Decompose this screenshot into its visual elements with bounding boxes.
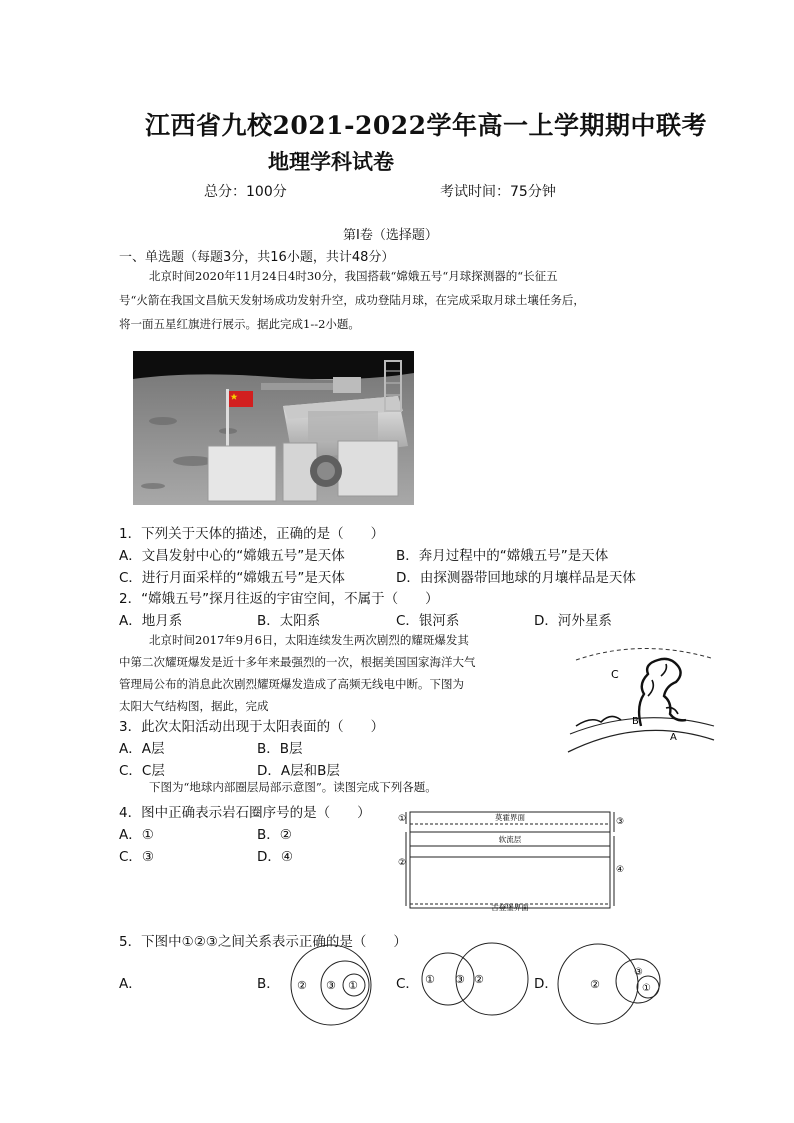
q5-option-a[interactable]: A． [119,976,142,992]
q5-option-d[interactable]: D． [534,976,558,992]
q3-stem: 3．此次太阳活动出现于太阳表面的（ ） [119,719,385,735]
q3-option-d[interactable]: D．A层和B层 [257,763,340,779]
sun-label-c: C [611,668,619,681]
venn-d-label-1: ① [642,983,651,994]
moho-label: 莫霍界面 [495,813,525,822]
gutenberg-label: 古登堡界面 [491,903,529,912]
q4-option-d[interactable]: D．④ [257,849,293,865]
sun-label-b: B [632,716,639,727]
part-title: 第Ⅰ卷（选择题） [343,228,438,243]
q1-option-a[interactable]: A．文昌发射中心的“嫦娥五号”是天体 [119,548,345,564]
layer-number-1: ① [398,814,407,824]
passage2-line2: 中第二次耀斑爆发是近十多年来最强烈的一次，根据美国国家海洋大气 [119,655,476,669]
q3-option-b[interactable]: B．B层 [257,741,303,757]
exam-subject: 地理学科试卷 [268,149,394,174]
q2-option-c[interactable]: C．银河系 [396,613,460,629]
passage1-line2: 号“火箭在我国文昌航天发射场成功发射升空，成功登陆月球，在完成采取月球土壤任务后， [119,293,585,307]
q4-intro: 下图为“地球内部圈层局部示意图”。读图完成下列各题。 [149,780,437,794]
sun-label-a: A [670,732,677,743]
venn-d-label-2: ② [590,978,600,991]
venn-c-label-3: ③ [455,973,465,986]
passage2-line4: 太阳大气结构图，据此，完成 [119,699,269,713]
asthenosphere-label: 软流层 [498,835,522,844]
q4-option-b[interactable]: B．② [257,827,292,843]
passage1-line3: 将一面五星红旗进行展示。据此完成1--2小题。 [119,317,360,331]
venn-b-label-2: ② [297,979,307,992]
venn-diagram-b [285,944,377,1026]
venn-b-label-1: ① [348,979,358,992]
lunar-rover-photo [133,351,414,505]
q3-option-a[interactable]: A．A层 [119,741,165,757]
q4-option-c[interactable]: C．③ [119,849,155,865]
layer-number-4: ④ [616,865,625,875]
q1-option-b[interactable]: B．奔月过程中的“嫦娥五号”是天体 [396,548,609,564]
q2-option-a[interactable]: A．地月系 [119,613,183,629]
q2-stem: 2．“嫦娥五号”探月往返的宇宙空间，不属于（ ） [119,591,439,607]
venn-d-label-3: ③ [634,967,643,978]
sun-atmosphere-figure [566,636,716,764]
passage1-line1: 北京时间2020年11月24日4时30分，我国搭载“嫦娥五号“月球探测器的“长征五 [149,269,558,283]
q5-option-b[interactable]: B． [257,976,280,992]
exam-title: 江西省九校2021-2022学年高一上学期期中联考 [145,111,708,140]
passage2-line1: 北京时间2017年9月6日，太阳连续发生两次剧烈的耀斑爆发其 [149,633,469,647]
q2-option-b[interactable]: B．太阳系 [257,613,321,629]
earth-layers-figure [396,806,632,914]
q1-stem: 1．下列关于天体的描述，正确的是（ ） [119,526,385,542]
section-heading: 一、单选题（每题3分，共16小题，共计48分） [119,250,395,265]
exam-time: 考试时间：75分钟 [440,184,556,200]
q1-option-d[interactable]: D．由探测器带回地球的月壤样品是天体 [396,570,636,586]
venn-b-label-3: ③ [326,979,336,992]
q5-stem: 5．下图中①②③之间关系表示正确的是（ ） [119,934,407,950]
venn-c-label-1: ① [425,973,435,986]
venn-c-label-2: ② [474,973,484,986]
q4-option-a[interactable]: A．① [119,827,154,843]
q2-option-d[interactable]: D．河外星系 [534,613,612,629]
layer-number-3: ③ [616,817,625,827]
layer-number-2: ② [398,858,407,868]
venn-diagram-d [556,943,662,1025]
passage2-line3: 管理局公布的消息此次剧烈耀斑爆发造成了高频无线电中断。下图为 [119,677,464,691]
q4-stem: 4．图中正确表示岩石圈序号的是（ ） [119,805,371,821]
total-score: 总分：100分 [204,184,287,200]
venn-diagram-c [420,940,530,1018]
q5-option-c[interactable]: C． [396,976,419,992]
q1-option-c[interactable]: C．进行月面采样的“嫦娥五号”是天体 [119,570,345,586]
q3-option-c[interactable]: C．C层 [119,763,165,779]
